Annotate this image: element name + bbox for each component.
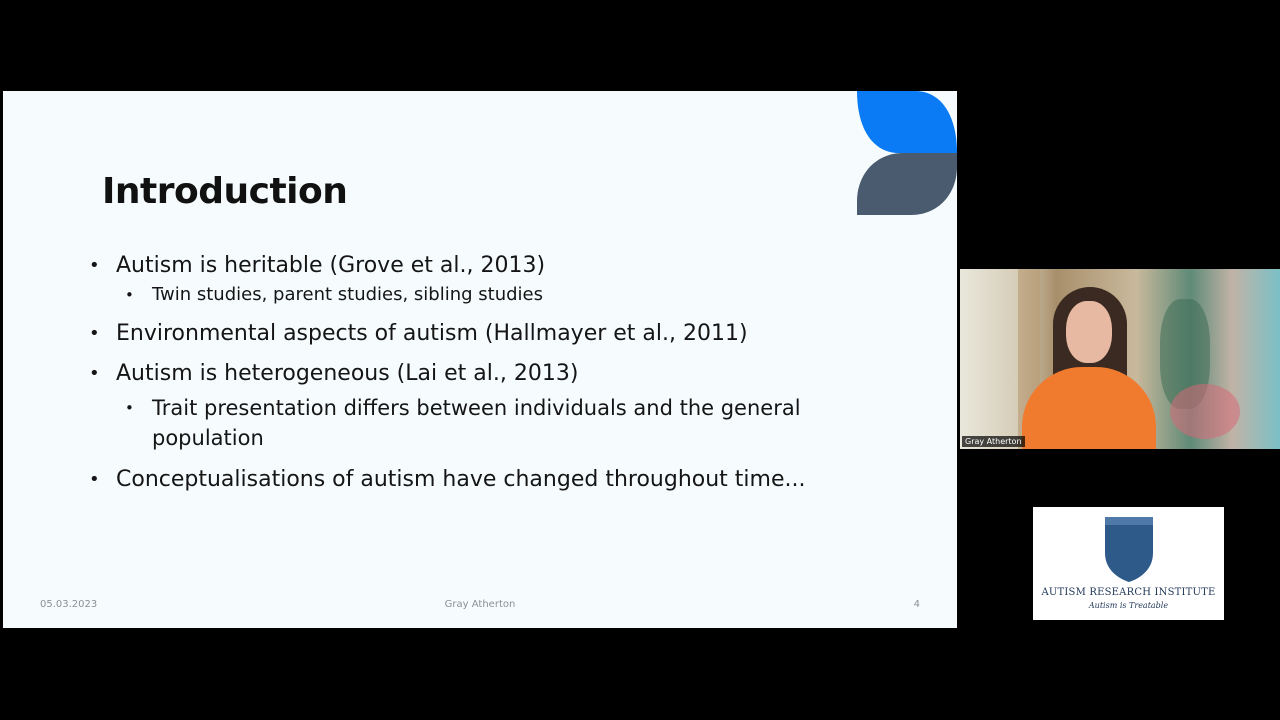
participant-face [1066, 301, 1112, 363]
logo-tagline: Autism is Treatable [1088, 601, 1169, 610]
footer-author: Gray Atherton [444, 599, 516, 610]
sub-bullet-item: • Trait presentation differs between individuals and the general population [89, 393, 849, 453]
bullet-item: • Conceptualisations of autism have changed throughout time... [89, 465, 849, 495]
logo-name: AUTISM RESEARCH INSTITUTE [1041, 587, 1216, 598]
decorative-shapes [857, 91, 957, 215]
slate-petal-shape [857, 153, 957, 215]
presentation-slide [3, 91, 957, 628]
sub-bullet-item: • Twin studies, parent studies, sibling studies [89, 283, 849, 307]
shield-icon [1103, 515, 1155, 583]
ari-logo [1033, 507, 1224, 620]
bullet-item: • Autism is heterogeneous (Lai et al., 2013) [89, 359, 849, 389]
participant-video-tile[interactable] [960, 269, 1280, 449]
bullet-list [89, 251, 849, 505]
footer-date: 05.03.2023 [40, 599, 98, 610]
slide-title: Introduction [102, 171, 348, 212]
bullet-item: • Environmental aspects of autism (Hallmayer et al., 2011) [89, 319, 849, 349]
background-object [1170, 384, 1240, 439]
participant-body [1022, 367, 1156, 449]
participant-name-label: Gray Atherton [962, 436, 1025, 447]
footer-page-number: 4 [913, 599, 920, 610]
blue-petal-shape [857, 91, 957, 153]
bullet-item: • Autism is heritable (Grove et al., 2013) [89, 251, 849, 281]
